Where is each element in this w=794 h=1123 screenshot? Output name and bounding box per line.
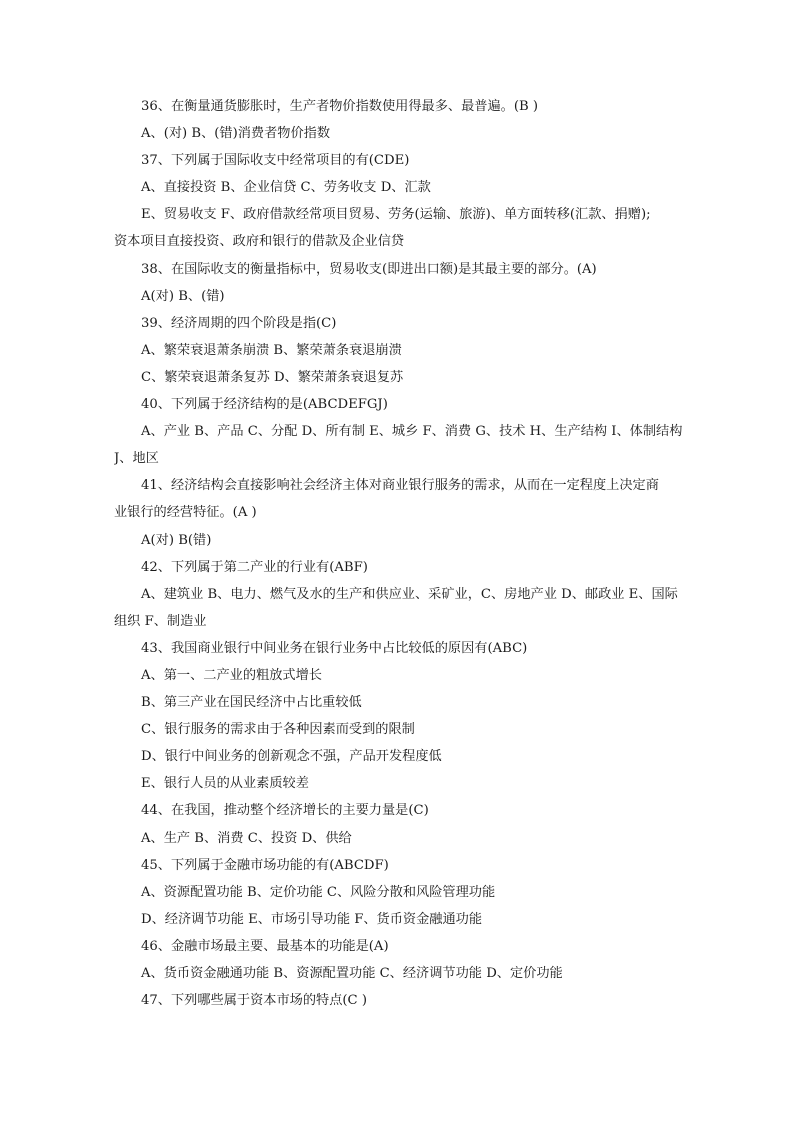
text-line: 37、下列属于国际收支中经常项目的有(CDE) xyxy=(141,153,410,169)
text-line: C、银行服务的需求由于各种因素而受到的限制 xyxy=(141,722,415,738)
text-line: 38、在国际收支的衡量指标中，贸易收支(即进出口额)是其最主要的部分。(A) xyxy=(141,261,597,277)
text-line: 40、下列属于经济结构的是(ABCDEFGJ) xyxy=(141,397,388,413)
text-line: 42、下列属于第二产业的行业有(ABF) xyxy=(141,559,368,575)
text-line: A、第一、二产业的粗放式增长 xyxy=(141,667,322,683)
text-line: 41、经济结构会直接影响社会经济主体对商业银行服务的需求，从而在一定程度上决定商 xyxy=(141,478,659,494)
text-line: B、第三产业在国民经济中占比重较低 xyxy=(141,695,362,711)
text-line: A(对) B、(错) xyxy=(141,288,225,304)
text-line: 47、下列哪些属于资本市场的特点(C ) xyxy=(141,993,367,1009)
text-line: A、直接投资 B、企业信贷 C、劳务收支 D、汇款 xyxy=(141,180,431,196)
text-line: 业银行的经营特征。(A ) xyxy=(114,505,257,521)
text-line: E、贸易收支 F、政府借款经常项目贸易、劳务(运输、旅游)、单方面转移(汇款、捐赠); xyxy=(141,207,651,223)
text-line: J、地区 xyxy=(114,451,159,467)
text-line: C、繁荣衰退萧条复苏 D、繁荣萧条衰退复苏 xyxy=(141,369,404,385)
text-line: D、经济调节功能 E、市场引导功能 F、货币资金融通功能 xyxy=(141,911,483,927)
text-line: E、银行人员的从业素质较差 xyxy=(141,776,309,792)
text-line: A、产业 B、产品 C、分配 D、所有制 E、城乡 F、消费 G、技术 H、生产结构 I、体制结构 xyxy=(141,424,683,440)
text-line: 45、下列属于金融市场功能的有(ABCDF) xyxy=(141,857,389,873)
text-line: 资本项目直接投资、政府和银行的借款及企业信贷 xyxy=(114,234,405,250)
text-line: 44、在我国，推动整个经济增长的主要力量是(C) xyxy=(141,803,429,819)
text-line: A、(对) B、(错)消费者物价指数 xyxy=(141,126,331,142)
text-line: 43、我国商业银行中间业务在银行业务中占比较低的原因有(ABC) xyxy=(141,640,528,656)
text-line: A、建筑业 B、电力、燃气及水的生产和供应业、采矿业，C、房地产业 D、邮政业 E、国际 xyxy=(141,586,678,602)
text-line: A、货币资金融通功能 B、资源配置功能 C、经济调节功能 D、定价功能 xyxy=(141,966,563,981)
text-line: 组织 F、制造业 xyxy=(114,613,207,629)
text-line: A、资源配置功能 B、定价功能 C、风险分散和风险管理功能 xyxy=(141,884,496,900)
document-body xyxy=(114,93,694,1014)
text-line: 39、经济周期的四个阶段是指(C) xyxy=(141,315,337,331)
text-line: A、生产 B、消费 C、投资 D、供给 xyxy=(141,830,352,846)
text-line: D、银行中间业务的创新观念不强，产品开发程度低 xyxy=(141,749,442,765)
text-line: 36、在衡量通货膨胀时，生产者物价指数使用得最多、最普遍。(B ) xyxy=(141,99,539,114)
text-line: 46、金融市场最主要、最基本的功能是(A) xyxy=(141,938,389,954)
text-line: A(对) B(错) xyxy=(141,532,212,548)
text-line: A、繁荣衰退萧条崩溃 B、繁荣萧条衰退崩溃 xyxy=(141,342,402,358)
